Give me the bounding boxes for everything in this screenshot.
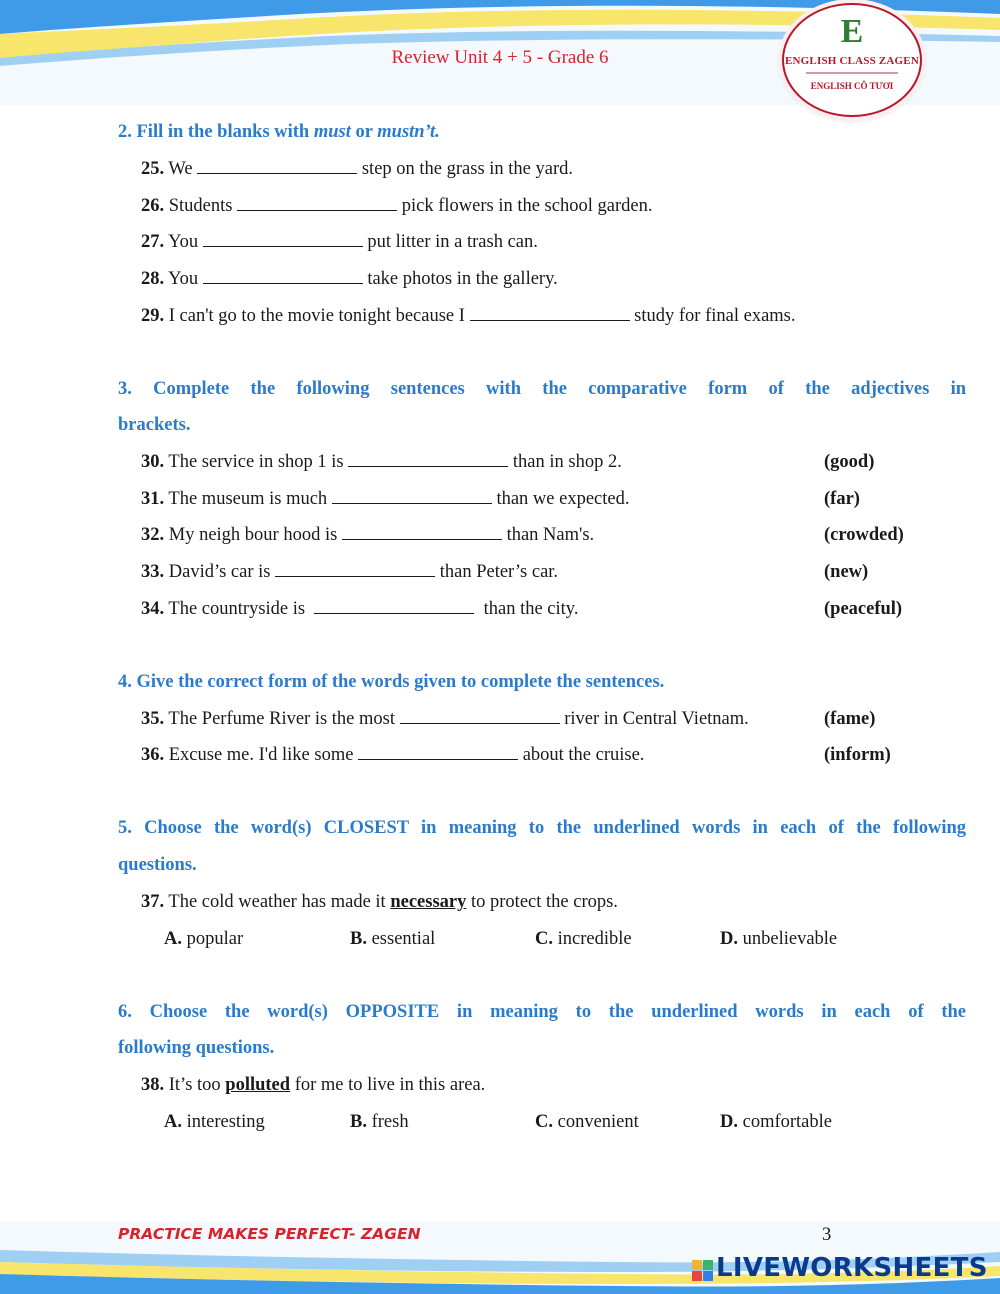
underlined-word: polluted	[225, 1075, 291, 1095]
question-number: 27.	[141, 232, 165, 252]
question-text-before: We	[164, 159, 198, 179]
answer-blank[interactable]	[203, 268, 363, 284]
question-33	[141, 561, 558, 583]
question-text-before: You	[164, 269, 203, 289]
footer-motto: PRACTICE MAKES PERFECT- ZAGEN	[118, 1225, 421, 1243]
question-text-after: about the cruise.	[518, 745, 645, 765]
section-2-title	[118, 114, 966, 151]
question-text-after: river in Central Vietnam.	[559, 709, 749, 729]
question-number: 38.	[141, 1075, 165, 1095]
adjective-hint-30: (good)	[824, 452, 875, 472]
question-text-after: put litter in a trash can.	[362, 232, 538, 252]
question-number: 35.	[141, 709, 165, 729]
question-number: 34.	[141, 599, 165, 619]
word-hint-36: (inform)	[824, 745, 891, 765]
option-letter: C.	[535, 1112, 553, 1132]
question-text-after: than in shop 2.	[508, 452, 622, 472]
question-text-before: You	[164, 232, 203, 252]
answer-blank[interactable]	[358, 744, 518, 760]
question-32	[141, 524, 594, 546]
logo-name: ENGLISH CLASS ZAGEN	[784, 55, 919, 67]
question-text-after: than we expected.	[491, 489, 630, 509]
option-letter: B.	[350, 929, 367, 949]
adjective-hint-34: (peaceful)	[824, 599, 903, 619]
question-number: 32.	[141, 525, 165, 545]
answer-blank[interactable]	[348, 451, 508, 467]
section-6-title-line-2: following questions.	[118, 1038, 275, 1058]
option-text: interesting	[182, 1112, 265, 1132]
option-text: convenient	[553, 1112, 639, 1132]
question-30	[141, 451, 622, 473]
question-number: 28.	[141, 269, 165, 289]
question-text-after: study for final exams.	[629, 306, 796, 326]
question-text-before: David’s car is	[164, 562, 276, 582]
option-letter: D.	[720, 1112, 738, 1132]
question-text-before: The Perfume River is the most	[164, 709, 400, 729]
question-number: 36.	[141, 745, 165, 765]
answer-blank[interactable]	[342, 524, 502, 540]
section-2-title-prefix: 2. Fill in the blanks with	[118, 122, 314, 142]
section-2-word-mustnt: mustn’t.	[377, 122, 440, 142]
page-number: 3	[822, 1225, 832, 1245]
question-text-after: step on the grass in the yard.	[357, 159, 574, 179]
english-class-zagen-logo	[782, 3, 922, 117]
option-37-b[interactable]	[350, 928, 435, 950]
question-text-before: I can't go to the movie tonight because I	[164, 306, 470, 326]
answer-blank[interactable]	[332, 488, 492, 504]
question-number: 29.	[141, 306, 165, 326]
option-38-d[interactable]	[720, 1111, 832, 1133]
question-text-after: to protect the crops.	[466, 892, 618, 912]
option-letter: A.	[164, 929, 182, 949]
section-6-title-line-1: 6. Choose the word(s) OPPOSITE in meaning to the underlined words in each of the	[118, 1002, 966, 1022]
word-hint-35: (fame)	[824, 709, 876, 729]
question-number: 25.	[141, 159, 165, 179]
liveworksheets-blocks-icon	[692, 1260, 714, 1282]
question-35	[141, 708, 749, 730]
question-text-before: The museum is much	[164, 489, 332, 509]
option-text: essential	[366, 929, 436, 949]
question-text-after: for me to live in this area.	[290, 1075, 486, 1095]
question-28	[141, 268, 558, 290]
question-25	[141, 158, 573, 180]
option-text: comfortable	[738, 1112, 832, 1132]
question-37	[141, 891, 618, 913]
option-text: fresh	[366, 1112, 409, 1132]
option-letter: B.	[350, 1112, 367, 1132]
option-38-b[interactable]	[350, 1111, 409, 1133]
question-text-after: take photos in the gallery.	[362, 269, 558, 289]
underlined-word: necessary	[390, 892, 467, 912]
question-text-after: than Peter’s car.	[435, 562, 559, 582]
logo-divider	[806, 72, 898, 74]
section-2-word-or: or	[350, 122, 378, 142]
question-text-before: My neigh bour hood is	[164, 525, 342, 545]
section-2-word-must: must	[313, 122, 351, 142]
section-5-title-line-1: 5. Choose the word(s) CLOSEST in meaning to the underlined words in each of the following	[118, 818, 966, 838]
logo-letter-mark: E	[840, 13, 864, 50]
question-text-after: than the city.	[474, 599, 579, 619]
question-number: 37.	[141, 892, 165, 912]
liveworksheets-wordmark: LIVEWORKSHEETS	[716, 1253, 988, 1283]
question-text-before: Students	[164, 196, 238, 216]
option-text: popular	[182, 929, 244, 949]
section-3-title-line-1: 3. Complete the following sentences with the comparative form of the adjectives in	[118, 379, 966, 399]
question-number: 30.	[141, 452, 165, 472]
question-number: 26.	[141, 196, 165, 216]
document-header-title: Review Unit 4 + 5 - Grade 6	[391, 47, 609, 68]
option-37-a[interactable]	[164, 928, 243, 950]
question-text-before: The service in shop 1 is	[164, 452, 349, 472]
question-text-before: It’s too	[164, 1075, 226, 1095]
option-letter: A.	[164, 1112, 182, 1132]
option-38-c[interactable]	[535, 1111, 639, 1133]
question-text-after: than Nam's.	[501, 525, 595, 545]
question-text-before: The cold weather has made it	[164, 892, 391, 912]
section-5-title-line-2: questions.	[118, 855, 197, 875]
question-text-before: The countryside is	[164, 599, 315, 619]
logo-subtitle: ENGLISH CÔ TƯƠI	[810, 81, 894, 91]
answer-blank[interactable]	[203, 231, 363, 247]
question-36	[141, 744, 644, 766]
question-text-after: pick flowers in the school garden.	[397, 196, 653, 216]
question-38	[141, 1074, 485, 1096]
section-4-title: 4. Give the correct form of the words given to complete the sentences.	[118, 672, 665, 692]
question-34	[141, 598, 578, 620]
question-29	[141, 305, 796, 327]
option-38-a[interactable]	[164, 1111, 265, 1133]
option-text: unbelievable	[738, 929, 838, 949]
question-27	[141, 231, 538, 253]
option-text: incredible	[553, 929, 632, 949]
question-text-before: Excuse me. I'd like some	[164, 745, 359, 765]
adjective-hint-32: (crowded)	[824, 525, 904, 545]
question-number: 33.	[141, 562, 165, 582]
question-number: 31.	[141, 489, 165, 509]
question-31	[141, 488, 629, 510]
option-37-c[interactable]	[535, 928, 632, 950]
question-26	[141, 195, 652, 217]
answer-blank[interactable]	[275, 561, 435, 577]
answer-blank[interactable]	[314, 598, 474, 614]
adjective-hint-31: (far)	[824, 489, 860, 509]
answer-blank[interactable]	[400, 708, 560, 724]
answer-blank[interactable]	[197, 158, 357, 174]
section-3-title-line-2: brackets.	[118, 415, 191, 435]
answer-blank[interactable]	[237, 195, 397, 211]
adjective-hint-33: (new)	[824, 562, 869, 582]
option-letter: D.	[720, 929, 738, 949]
answer-blank[interactable]	[470, 305, 630, 321]
option-letter: C.	[535, 929, 553, 949]
option-37-d[interactable]	[720, 928, 837, 950]
